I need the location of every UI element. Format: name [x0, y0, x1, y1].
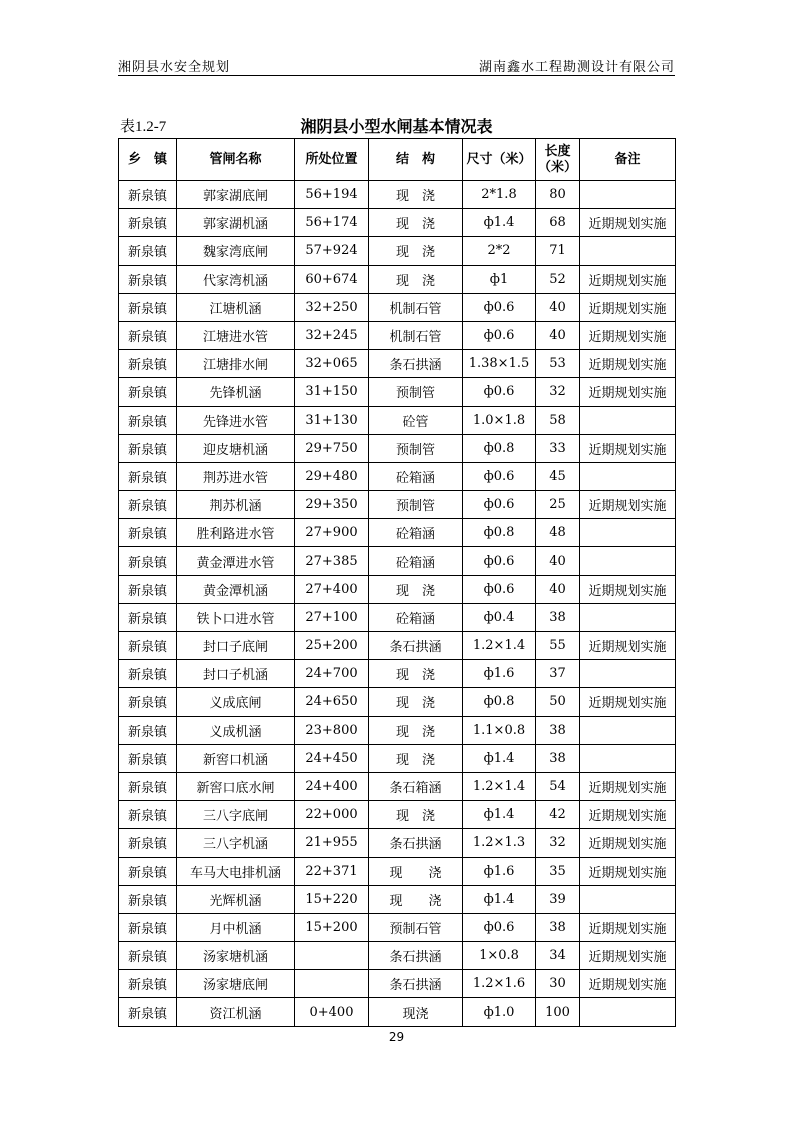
cell-remarks: 近期规划实施: [580, 265, 676, 293]
cell-length: 40: [536, 547, 580, 575]
cell-structure: 砼箱涵: [369, 462, 463, 490]
cell-location: 56+194: [295, 181, 369, 209]
cell-size: 1.2×1.4: [463, 632, 536, 660]
cell-length: 53: [536, 350, 580, 378]
header-company-name: 湖南鑫水工程勘测设计有限公司: [478, 60, 675, 75]
cell-township: 新泉镇: [119, 688, 177, 716]
cell-length: 34: [536, 942, 580, 970]
cell-size: 1.1×0.8: [463, 716, 536, 744]
cell-structure: 砼箱涵: [369, 547, 463, 575]
cell-township: 新泉镇: [119, 519, 177, 547]
cell-township: 新泉镇: [119, 209, 177, 237]
cell-gate-name: 郭家湖机涵: [177, 209, 295, 237]
cell-gate-name: 胜利路进水管: [177, 519, 295, 547]
cell-remarks: 近期规划实施: [580, 688, 676, 716]
table-row: [119, 998, 676, 1026]
cell-gate-name: 三八字底闸: [177, 801, 295, 829]
cell-township: 新泉镇: [119, 293, 177, 321]
cell-township: 新泉镇: [119, 998, 177, 1026]
cell-size: 1.38×1.5: [463, 350, 536, 378]
cell-remarks: [580, 998, 676, 1026]
cell-structure: 现 浇: [369, 688, 463, 716]
cell-structure: 现 浇: [369, 660, 463, 688]
cell-remarks: [580, 744, 676, 772]
cell-size: ф0.6: [463, 462, 536, 490]
cell-gate-name: 黄金潭机涵: [177, 575, 295, 603]
table-row: [119, 209, 676, 237]
cell-length: 50: [536, 688, 580, 716]
table-row: [119, 293, 676, 321]
cell-remarks: 近期规划实施: [580, 293, 676, 321]
cell-structure: 预制管: [369, 491, 463, 519]
cell-remarks: 近期规划实施: [580, 829, 676, 857]
cell-gate-name: 荆苏进水管: [177, 462, 295, 490]
cell-township: 新泉镇: [119, 716, 177, 744]
cell-structure: 现 浇: [369, 801, 463, 829]
cell-township: 新泉镇: [119, 942, 177, 970]
column-header-township: 乡 镇: [119, 139, 177, 181]
cell-length: 38: [536, 603, 580, 631]
cell-gate-name: 铁卜口进水管: [177, 603, 295, 631]
cell-structure: 预制石管: [369, 913, 463, 941]
cell-township: 新泉镇: [119, 829, 177, 857]
cell-gate-name: 江塘进水管: [177, 321, 295, 349]
cell-location: 24+400: [295, 772, 369, 800]
cell-structure: 机制石管: [369, 293, 463, 321]
cell-structure: 现 浇: [369, 265, 463, 293]
cell-structure: 机制石管: [369, 321, 463, 349]
table-row: [119, 942, 676, 970]
cell-location: 24+450: [295, 744, 369, 772]
cell-size: ф1.0: [463, 998, 536, 1026]
cell-township: 新泉镇: [119, 970, 177, 998]
cell-length: 35: [536, 857, 580, 885]
table-row: [119, 829, 676, 857]
cell-township: 新泉镇: [119, 378, 177, 406]
cell-township: 新泉镇: [119, 406, 177, 434]
cell-gate-name: 代家湾机涵: [177, 265, 295, 293]
cell-gate-name: 江塘机涵: [177, 293, 295, 321]
cell-remarks: 近期规划实施: [580, 209, 676, 237]
cell-remarks: [580, 660, 676, 688]
cell-location: 15+220: [295, 885, 369, 913]
cell-size: ф0.6: [463, 913, 536, 941]
cell-length: 39: [536, 885, 580, 913]
table-row: [119, 575, 676, 603]
cell-remarks: 近期规划实施: [580, 491, 676, 519]
cell-location: 29+350: [295, 491, 369, 519]
table-row: [119, 885, 676, 913]
cell-gate-name: 迎皮塘机涵: [177, 434, 295, 462]
cell-length: 54: [536, 772, 580, 800]
cell-gate-name: 江塘排水闸: [177, 350, 295, 378]
cell-length: 100: [536, 998, 580, 1026]
table-number: 表1.2-7: [120, 119, 167, 135]
cell-gate-name: 先锋进水管: [177, 406, 295, 434]
cell-structure: 条石拱涵: [369, 970, 463, 998]
cell-structure: 条石箱涵: [369, 772, 463, 800]
header-plan-title: 湘阴县水安全规划: [118, 60, 231, 75]
column-header-location: 所处位置: [295, 139, 369, 181]
cell-location: 27+385: [295, 547, 369, 575]
cell-length: 68: [536, 209, 580, 237]
cell-gate-name: 封口子底闸: [177, 632, 295, 660]
cell-structure: 条石拱涵: [369, 942, 463, 970]
table-caption: [118, 112, 675, 136]
cell-size: 1.2×1.4: [463, 772, 536, 800]
cell-township: 新泉镇: [119, 603, 177, 631]
cell-location: 22+000: [295, 801, 369, 829]
cell-length: 38: [536, 913, 580, 941]
table-row: [119, 350, 676, 378]
cell-gate-name: 义成机涵: [177, 716, 295, 744]
cell-remarks: 近期规划实施: [580, 350, 676, 378]
cell-structure: 条石拱涵: [369, 632, 463, 660]
cell-size: ф0.6: [463, 293, 536, 321]
cell-township: 新泉镇: [119, 237, 177, 265]
cell-remarks: 近期规划实施: [580, 575, 676, 603]
table-row: [119, 434, 676, 462]
cell-location: 60+674: [295, 265, 369, 293]
cell-size: ф1.4: [463, 885, 536, 913]
column-header-length: 长度（米）: [536, 139, 580, 181]
table-row: [119, 265, 676, 293]
cell-length: 52: [536, 265, 580, 293]
cell-gate-name: 光辉机涵: [177, 885, 295, 913]
cell-size: 1.0×1.8: [463, 406, 536, 434]
cell-gate-name: 月中机涵: [177, 913, 295, 941]
table-row: [119, 660, 676, 688]
cell-length: 45: [536, 462, 580, 490]
cell-gate-name: 郭家湖底闸: [177, 181, 295, 209]
cell-structure: 预制管: [369, 434, 463, 462]
column-header-size: 尺寸（米）: [463, 139, 536, 181]
table-row: [119, 237, 676, 265]
cell-size: ф0.6: [463, 491, 536, 519]
cell-remarks: 近期规划实施: [580, 942, 676, 970]
cell-remarks: 近期规划实施: [580, 970, 676, 998]
cell-remarks: 近期规划实施: [580, 857, 676, 885]
cell-township: 新泉镇: [119, 491, 177, 519]
table-row: [119, 603, 676, 631]
cell-size: 1.2×1.6: [463, 970, 536, 998]
cell-location: 25+200: [295, 632, 369, 660]
cell-township: 新泉镇: [119, 181, 177, 209]
cell-remarks: [580, 603, 676, 631]
cell-size: ф0.6: [463, 378, 536, 406]
cell-length: 33: [536, 434, 580, 462]
table-row: [119, 321, 676, 349]
cell-township: 新泉镇: [119, 632, 177, 660]
cell-location: 27+100: [295, 603, 369, 631]
cell-size: ф0.8: [463, 519, 536, 547]
cell-length: 71: [536, 237, 580, 265]
cell-size: ф1.6: [463, 660, 536, 688]
cell-location: 23+800: [295, 716, 369, 744]
table-row: [119, 744, 676, 772]
cell-location: 32+250: [295, 293, 369, 321]
cell-gate-name: 荆苏机涵: [177, 491, 295, 519]
cell-gate-name: 先锋机涵: [177, 378, 295, 406]
cell-length: 38: [536, 744, 580, 772]
cell-size: 2*1.8: [463, 181, 536, 209]
cell-remarks: 近期规划实施: [580, 632, 676, 660]
table-row: [119, 716, 676, 744]
cell-remarks: [580, 406, 676, 434]
cell-length: 30: [536, 970, 580, 998]
cell-location: 15+200: [295, 913, 369, 941]
cell-township: 新泉镇: [119, 350, 177, 378]
cell-size: ф0.4: [463, 603, 536, 631]
cell-township: 新泉镇: [119, 801, 177, 829]
cell-township: 新泉镇: [119, 575, 177, 603]
cell-gate-name: 车马大电排机涵: [177, 857, 295, 885]
header-rule: [118, 75, 675, 76]
cell-location: 27+400: [295, 575, 369, 603]
cell-township: 新泉镇: [119, 744, 177, 772]
cell-location: 29+750: [295, 434, 369, 462]
cell-structure: 现 浇: [369, 744, 463, 772]
table-row: [119, 519, 676, 547]
cell-length: 42: [536, 801, 580, 829]
cell-length: 32: [536, 378, 580, 406]
cell-gate-name: 黄金潭进水管: [177, 547, 295, 575]
cell-location: 31+150: [295, 378, 369, 406]
cell-structure: 条石拱涵: [369, 829, 463, 857]
table-row: [119, 688, 676, 716]
table-row: [119, 491, 676, 519]
cell-location: 24+700: [295, 660, 369, 688]
cell-remarks: [580, 237, 676, 265]
cell-gate-name: 新窖口底水闸: [177, 772, 295, 800]
table-row: [119, 462, 676, 490]
cell-size: ф1.4: [463, 744, 536, 772]
cell-township: 新泉镇: [119, 434, 177, 462]
cell-structure: 现浇: [369, 998, 463, 1026]
cell-structure: 现 浇: [369, 575, 463, 603]
table-row: [119, 181, 676, 209]
cell-length: 80: [536, 181, 580, 209]
cell-size: ф0.8: [463, 434, 536, 462]
cell-remarks: 近期规划实施: [580, 772, 676, 800]
cell-structure: 砼箱涵: [369, 519, 463, 547]
cell-length: 48: [536, 519, 580, 547]
cell-township: 新泉镇: [119, 660, 177, 688]
cell-size: ф0.6: [463, 575, 536, 603]
cell-remarks: 近期规划实施: [580, 378, 676, 406]
cell-location: 31+130: [295, 406, 369, 434]
table-row: [119, 406, 676, 434]
cell-remarks: 近期规划实施: [580, 434, 676, 462]
column-header-remarks: 备注: [580, 139, 676, 181]
cell-remarks: [580, 716, 676, 744]
cell-township: 新泉镇: [119, 885, 177, 913]
cell-location: [295, 942, 369, 970]
cell-size: ф1.6: [463, 857, 536, 885]
cell-township: 新泉镇: [119, 321, 177, 349]
cell-size: 2*2: [463, 237, 536, 265]
cell-gate-name: 义成底闸: [177, 688, 295, 716]
cell-structure: 现 浇: [369, 209, 463, 237]
cell-length: 40: [536, 293, 580, 321]
cell-structure: 现 浇: [369, 885, 463, 913]
cell-size: 1.2×1.3: [463, 829, 536, 857]
cell-remarks: [580, 547, 676, 575]
cell-location: 21+955: [295, 829, 369, 857]
cell-length: 32: [536, 829, 580, 857]
cell-structure: 现 浇: [369, 181, 463, 209]
cell-structure: 现 浇: [369, 237, 463, 265]
cell-location: 27+900: [295, 519, 369, 547]
cell-location: 29+480: [295, 462, 369, 490]
cell-gate-name: 汤家塘底闸: [177, 970, 295, 998]
cell-length: 40: [536, 321, 580, 349]
cell-township: 新泉镇: [119, 462, 177, 490]
cell-structure: 砼管: [369, 406, 463, 434]
table-body: [119, 181, 676, 1027]
table-row: [119, 857, 676, 885]
cell-gate-name: 新窖口机涵: [177, 744, 295, 772]
table-row: [119, 970, 676, 998]
cell-length: 25: [536, 491, 580, 519]
cell-location: 56+174: [295, 209, 369, 237]
cell-length: 40: [536, 575, 580, 603]
cell-length: 38: [536, 716, 580, 744]
cell-structure: 预制管: [369, 378, 463, 406]
cell-gate-name: 魏家湾底闸: [177, 237, 295, 265]
table-title: 湘阴县小型水闸基本情况表: [300, 117, 493, 136]
cell-township: 新泉镇: [119, 547, 177, 575]
cell-length: 37: [536, 660, 580, 688]
page-number: 29: [388, 1030, 405, 1044]
cell-size: ф1.4: [463, 801, 536, 829]
cell-location: 57+924: [295, 237, 369, 265]
cell-remarks: 近期规划实施: [580, 321, 676, 349]
cell-township: 新泉镇: [119, 265, 177, 293]
cell-structure: 现 浇: [369, 716, 463, 744]
cell-length: 58: [536, 406, 580, 434]
cell-size: 1×0.8: [463, 942, 536, 970]
cell-location: 32+065: [295, 350, 369, 378]
cell-location: 32+245: [295, 321, 369, 349]
cell-remarks: [580, 181, 676, 209]
page-header: [118, 52, 675, 76]
column-header-gate-name: 管闸名称: [177, 139, 295, 181]
table-row: [119, 632, 676, 660]
cell-location: 0+400: [295, 998, 369, 1026]
cell-remarks: [580, 885, 676, 913]
cell-remarks: 近期规划实施: [580, 913, 676, 941]
cell-gate-name: 汤家塘机涵: [177, 942, 295, 970]
cell-township: 新泉镇: [119, 913, 177, 941]
cell-size: ф1: [463, 265, 536, 293]
cell-size: ф0.6: [463, 321, 536, 349]
cell-gate-name: 资江机涵: [177, 998, 295, 1026]
cell-township: 新泉镇: [119, 772, 177, 800]
sluice-table: [118, 138, 676, 1027]
cell-size: ф0.6: [463, 547, 536, 575]
cell-gate-name: 三八字机涵: [177, 829, 295, 857]
cell-size: ф1.4: [463, 209, 536, 237]
table-row: [119, 801, 676, 829]
cell-location: 24+650: [295, 688, 369, 716]
table-header-row: [119, 139, 676, 181]
table-row: [119, 378, 676, 406]
cell-length: 55: [536, 632, 580, 660]
cell-size: ф0.8: [463, 688, 536, 716]
cell-remarks: [580, 519, 676, 547]
cell-remarks: [580, 462, 676, 490]
cell-gate-name: 封口子机涵: [177, 660, 295, 688]
cell-structure: 砼箱涵: [369, 603, 463, 631]
column-header-structure: 结 构: [369, 139, 463, 181]
cell-location: 22+371: [295, 857, 369, 885]
cell-location: [295, 970, 369, 998]
cell-structure: 现 浇: [369, 857, 463, 885]
table-row: [119, 547, 676, 575]
table-row: [119, 913, 676, 941]
cell-structure: 条石拱涵: [369, 350, 463, 378]
cell-remarks: 近期规划实施: [580, 801, 676, 829]
table-row: [119, 772, 676, 800]
cell-township: 新泉镇: [119, 857, 177, 885]
